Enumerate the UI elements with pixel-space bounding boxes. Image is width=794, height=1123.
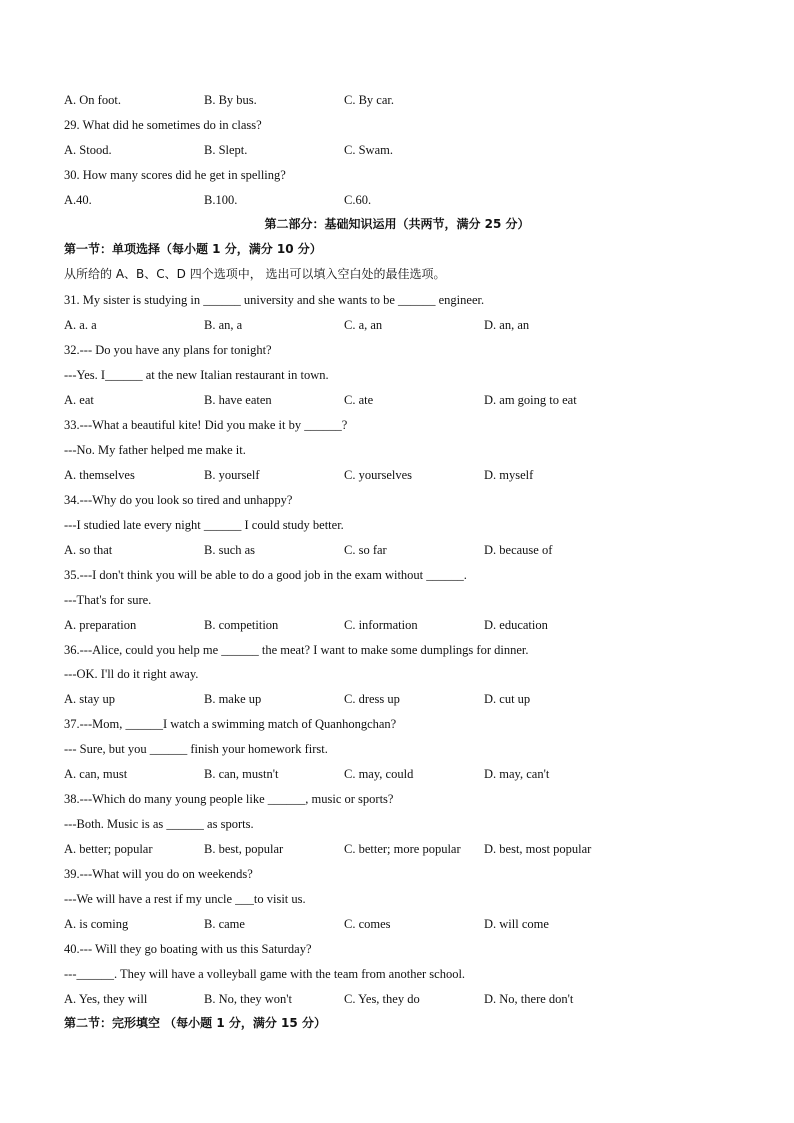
q40-option-c: C. Yes, they do — [344, 992, 420, 1006]
q33-option-b: B. yourself — [204, 468, 260, 482]
q40-stem: 40.--- Will they go boating with us this Saturday? — [64, 942, 312, 956]
q35-option-c: C. information — [344, 618, 418, 632]
q30-option-b: B.100. — [204, 193, 238, 207]
q28-option-a: A. On foot. — [64, 93, 121, 107]
q35-option-b: B. competition — [204, 618, 279, 632]
q36-option-a: A. stay up — [64, 692, 116, 706]
q35-option-a: A. preparation — [64, 618, 137, 632]
q33-option-a: A. themselves — [64, 468, 135, 482]
section1-title: 第一节：单项选择（每小题 1 分，满分 10 分） — [64, 242, 322, 256]
q34-reply: ---I studied late every night ______ I could study better. — [64, 518, 344, 532]
section1-instruction: 从所给的 A、B、C、D 四个选项中， 选出可以填入空白处的最佳选项。 — [64, 267, 446, 281]
q37-option-b: B. can, mustn't — [204, 767, 279, 781]
q29-option-b: B. Slept. — [204, 143, 248, 157]
q29-stem: 29. What did he sometimes do in class? — [64, 118, 262, 132]
q37-option-c: C. may, could — [344, 767, 414, 781]
q30-stem: 30. How many scores did he get in spelling? — [64, 168, 286, 182]
q35-stem: 35.---I don't think you will be able to do a good job in the exam without ______. — [64, 568, 467, 582]
q36-option-c: C. dress up — [344, 692, 400, 706]
q37-stem: 37.---Mom, ______I watch a swimming match of Quanhongchan? — [64, 717, 397, 731]
q37-option-d: D. may, can't — [484, 767, 550, 781]
q36-option-b: B. make up — [204, 692, 262, 706]
q33-option-d: D. myself — [484, 468, 534, 482]
q38-reply: ---Both. Music is as ______ as sports. — [64, 817, 254, 831]
q31-stem: 31. My sister is studying in ______ university and she wants to be ______ engineer. — [64, 293, 485, 307]
q29-option-a: A. Stood. — [64, 143, 112, 157]
q39-option-a: A. is coming — [64, 917, 129, 931]
q30-option-a: A.40. — [64, 193, 92, 207]
q28-option-b: B. By bus. — [204, 93, 257, 107]
q38-option-b: B. best, popular — [204, 842, 284, 856]
q35-option-d: D. education — [484, 618, 548, 632]
q29-option-c: C. Swam. — [344, 143, 393, 157]
q39-option-c: C. comes — [344, 917, 391, 931]
q34-stem: 34.---Why do you look so tired and unhappy? — [64, 493, 293, 507]
q40-option-b: B. No, they won't — [204, 992, 293, 1006]
q32-option-a: A. eat — [64, 393, 94, 407]
q34-option-c: C. so far — [344, 543, 387, 557]
q32-reply: ---Yes. I______ at the new Italian restaurant in town. — [64, 368, 329, 382]
q31-option-b: B. an, a — [204, 318, 243, 332]
q31-option-a: A. a. a — [64, 318, 97, 332]
q33-stem: 33.---What a beautiful kite! Did you make it by ______? — [64, 418, 348, 432]
q34-option-b: B. such as — [204, 543, 256, 557]
q37-option-a: A. can, must — [64, 767, 128, 781]
q33-reply: ---No. My father helped me make it. — [64, 443, 246, 457]
q31-option-d: D. an, an — [484, 318, 530, 332]
q31-option-c: C. a, an — [344, 318, 383, 332]
q35-reply: ---That's for sure. — [64, 593, 152, 607]
q32-option-b: B. have eaten — [204, 393, 272, 407]
q34-option-a: A. so that — [64, 543, 113, 557]
q39-reply: ---We will have a rest if my uncle ___to visit us. — [64, 892, 306, 906]
q36-reply: ---OK. I'll do it right away. — [64, 667, 199, 681]
q40-option-a: A. Yes, they will — [64, 992, 148, 1006]
q37-reply: --- Sure, but you ______ finish your homework first. — [64, 742, 328, 756]
part2-title: 第二部分：基础知识运用（共两节，满分 25 分） — [264, 217, 530, 231]
q32-stem: 32.--- Do you have any plans for tonight? — [64, 343, 272, 357]
q34-option-d: D. because of — [484, 543, 553, 557]
q32-option-c: C. ate — [344, 393, 374, 407]
q38-stem: 38.---Which do many young people like ______, music or sports? — [64, 792, 394, 806]
q39-option-b: B. came — [204, 917, 245, 931]
q30-option-c: C.60. — [344, 193, 372, 207]
q40-option-d: D. No, there don't — [484, 992, 574, 1006]
q32-option-d: D. am going to eat — [484, 393, 577, 407]
q36-option-d: D. cut up — [484, 692, 531, 706]
q40-reply: ---______. They will have a volleyball game with the team from another school. — [64, 967, 466, 981]
q39-stem: 39.---What will you do on weekends? — [64, 867, 253, 881]
q39-option-d: D. will come — [484, 917, 549, 931]
section2-title: 第二节：完形填空 （每小题 1 分，满分 15 分） — [64, 1016, 326, 1030]
q38-option-a: A. better; popular — [64, 842, 153, 856]
q38-option-c: C. better; more popular — [344, 842, 461, 856]
q36-stem: 36.---Alice, could you help me ______ the meat? I want to make some dumplings for dinner. — [64, 643, 529, 657]
q28-option-c: C. By car. — [344, 93, 394, 107]
q33-option-c: C. yourselves — [344, 468, 413, 482]
q38-option-d: D. best, most popular — [484, 842, 592, 856]
